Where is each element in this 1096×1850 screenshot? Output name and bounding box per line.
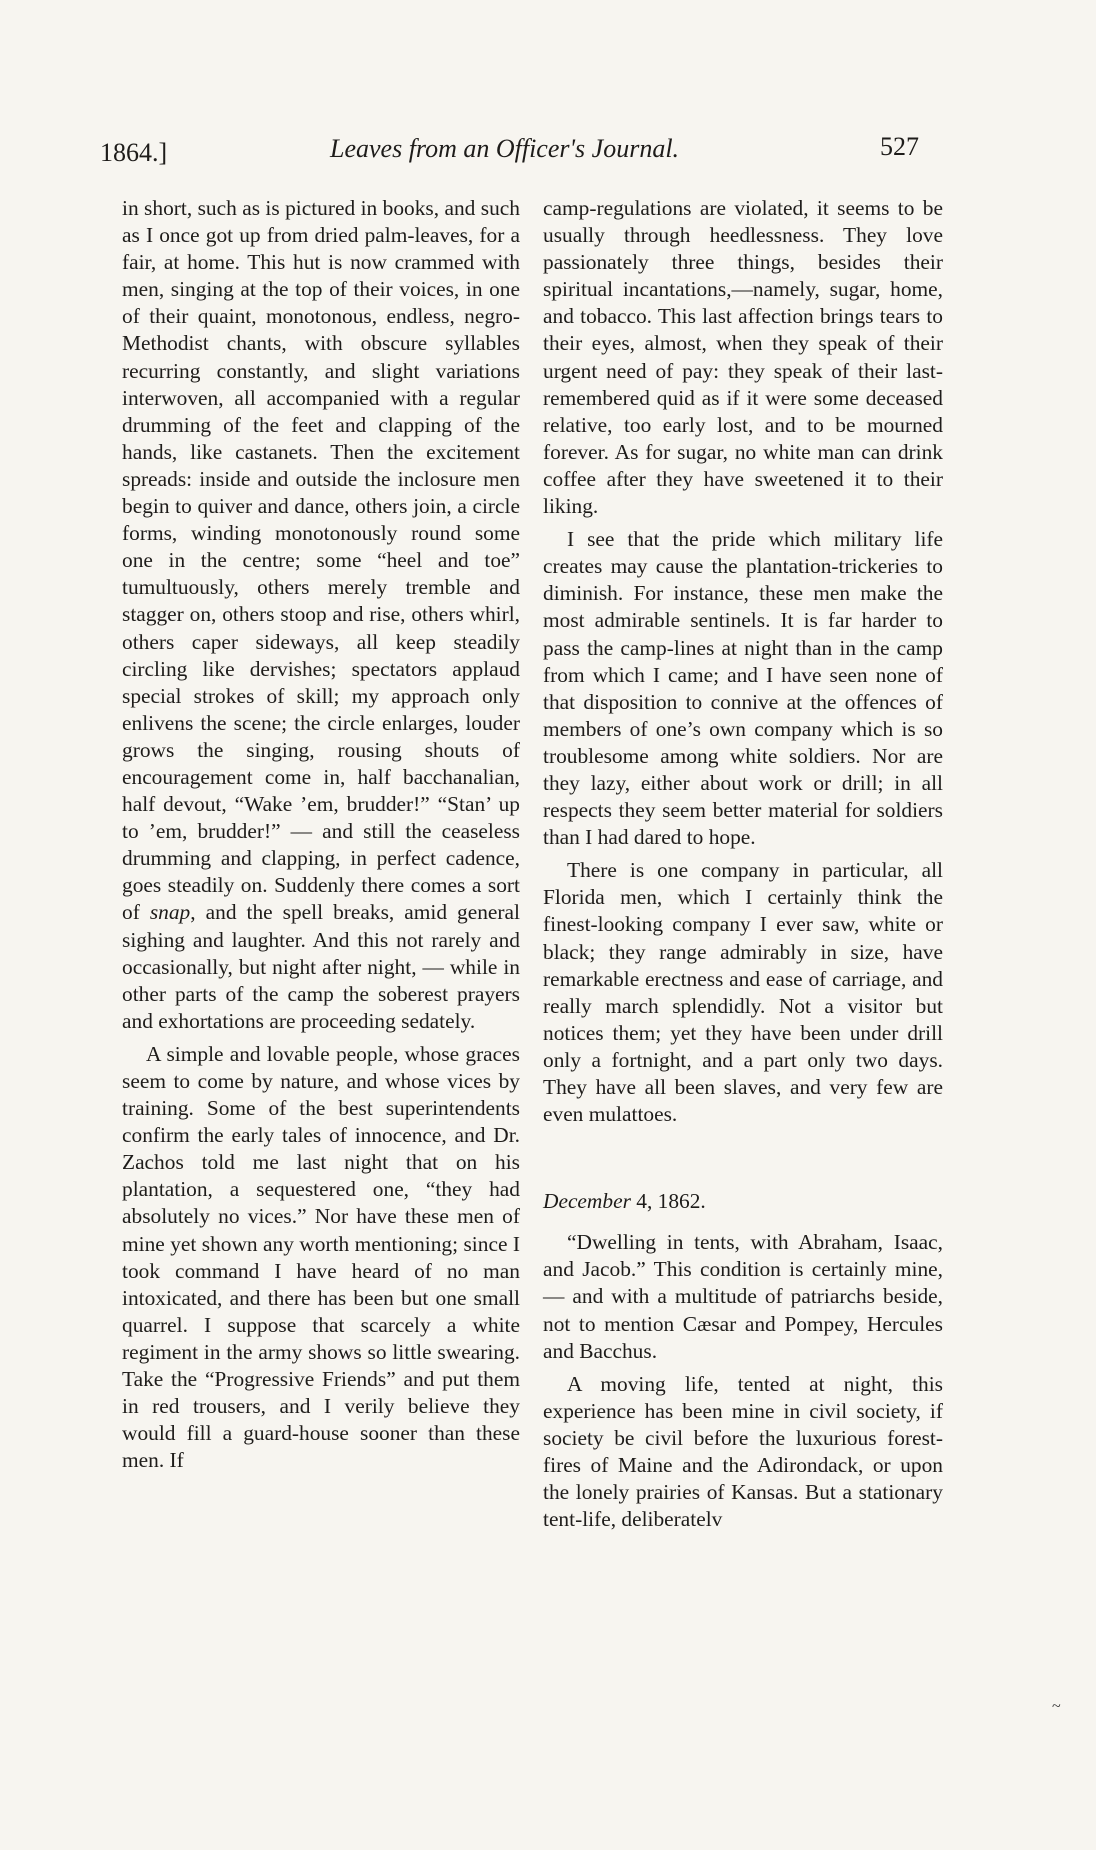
paragraph: camp-regulations are violated, it seems to be usually through heedlessness. They love passionately three things, besides their spiritual incantations,—namely, sugar, home, and tobacco. This last affection brings tears to their eyes, almost, when they speak of their urgent need of pay: they speak of their last-remembered quid as if it were some deceased relative, too early lost, and to be mourned forever. As for sugar, no white man can drink coffee after they have sweetened it to their liking. [543, 196, 943, 519]
margin-mark: ~ [1052, 1698, 1061, 1715]
paragraph-text: , and the spell breaks, amid general sighing and laughter. And this not rarely and occasionally, but night after night, — while in other parts of the camp the soberest prayers and exhortations are proceeding sedately. [122, 900, 520, 1033]
italic-word: snap [149, 900, 191, 925]
journal-date [543, 1188, 943, 1215]
header-year: 1864.] [100, 138, 168, 167]
page-number: 527 [880, 132, 919, 161]
running-header [0, 128, 1096, 168]
right-column [543, 195, 943, 1533]
paragraph: There is one company in particular, all Florida men, which I certainly think the finest-looking company I ever saw, white or black; they range admirably in size, have remarkable erectness and ease of carriage, and really march splendidly. Not a visitor but notices them; yet they have been under drill only a fortnight, and a part only two days. They have all been slaves, and very few are even mulattoes. [543, 858, 943, 1127]
paragraph-text: in short, such as is pictured in books, and such as I once got up from dried palm-leaves, for a fair, at home. This hut is now crammed with men, singing at the top of their voices, in one of their quaint, monotonous, endless, negro-Methodist chants, with obscure syllables recurring constantly, and slight variations interwoven, all accompanied with a regular drumming of the feet and clapping of the hands, like castanets. Then the excitement spreads: inside and outside the inclosure men begin to quiver and dance, others join, a circle forms, winding monotonously round some one in the centre; some “heel and toe” tumultuously, others merely tremble and stagger on, others stoop and rise, others whirl, others caper sideways, all keep steadily circling like dervishes; spectators applaud special strokes of skill; my approach only enlivens the scene; the circle enlarges, louder grows the singing, rousing shouts of encouragement come in, half bacchanalian, half devout, “Wake ’em, brudder!” “Stan’ up to ’em, brudder!” — and still the ceaseless drumming and clapping, in perfect cadence, goes steadily on. Suddenly there comes a sort of [122, 196, 520, 925]
paragraph: “Dwelling in tents, with Abraham, Isaac, and Jacob.” This condition is certainly mine, — and with a multitude of patriarchs beside, not to mention Cæsar and Pompey, Hercules and Bacchus. [543, 1230, 943, 1363]
left-column [122, 195, 520, 1474]
paragraph: A simple and lovable people, whose graces seem to come by nature, and whose vices by training. Some of the best superintendents confirm the early tales of innocence, and Dr. Zachos told me last night that on his plantation, a sequestered one, “they had absolutely no vices.” Nor have these men of mine yet shown any worth mentioning; since I took command I have heard of no man intoxicated, and there has been but one small quarrel. I suppose that scarcely a white regiment in the army shows so little swearing. Take the “Progressive Friends” and put them in red trousers, and I verily believe they would fill a guard-house sooner than these men. If [122, 1041, 520, 1473]
paragraph: I see that the pride which military life creates may cause the plantation-trickeries to diminish. For instance, these men make the most admirable sentinels. It is far harder to pass the camp-lines at night than in the camp from which I came; and I have seen none of that disposition to connive at the offences of members of one’s own company which is so troublesome among white soldiers. Nor are they lazy, either about work or drill; in all respects they seem better material for soldiers than I had dared to hope. [543, 527, 943, 850]
paragraph: A moving life, tented at night, this experience has been mine in civil society, if society be civil before the luxurious forest-fires of Maine and the Adirondack, or upon the lonely prairies of Kansas. But a stationary tent-life, deliberatelv [543, 1371, 943, 1532]
header-title: Leaves from an Officer's Journal. [330, 134, 680, 163]
date-month: December [543, 1189, 631, 1214]
paragraph [122, 195, 520, 1035]
date-day-year: 4, 1862. [630, 1189, 706, 1214]
